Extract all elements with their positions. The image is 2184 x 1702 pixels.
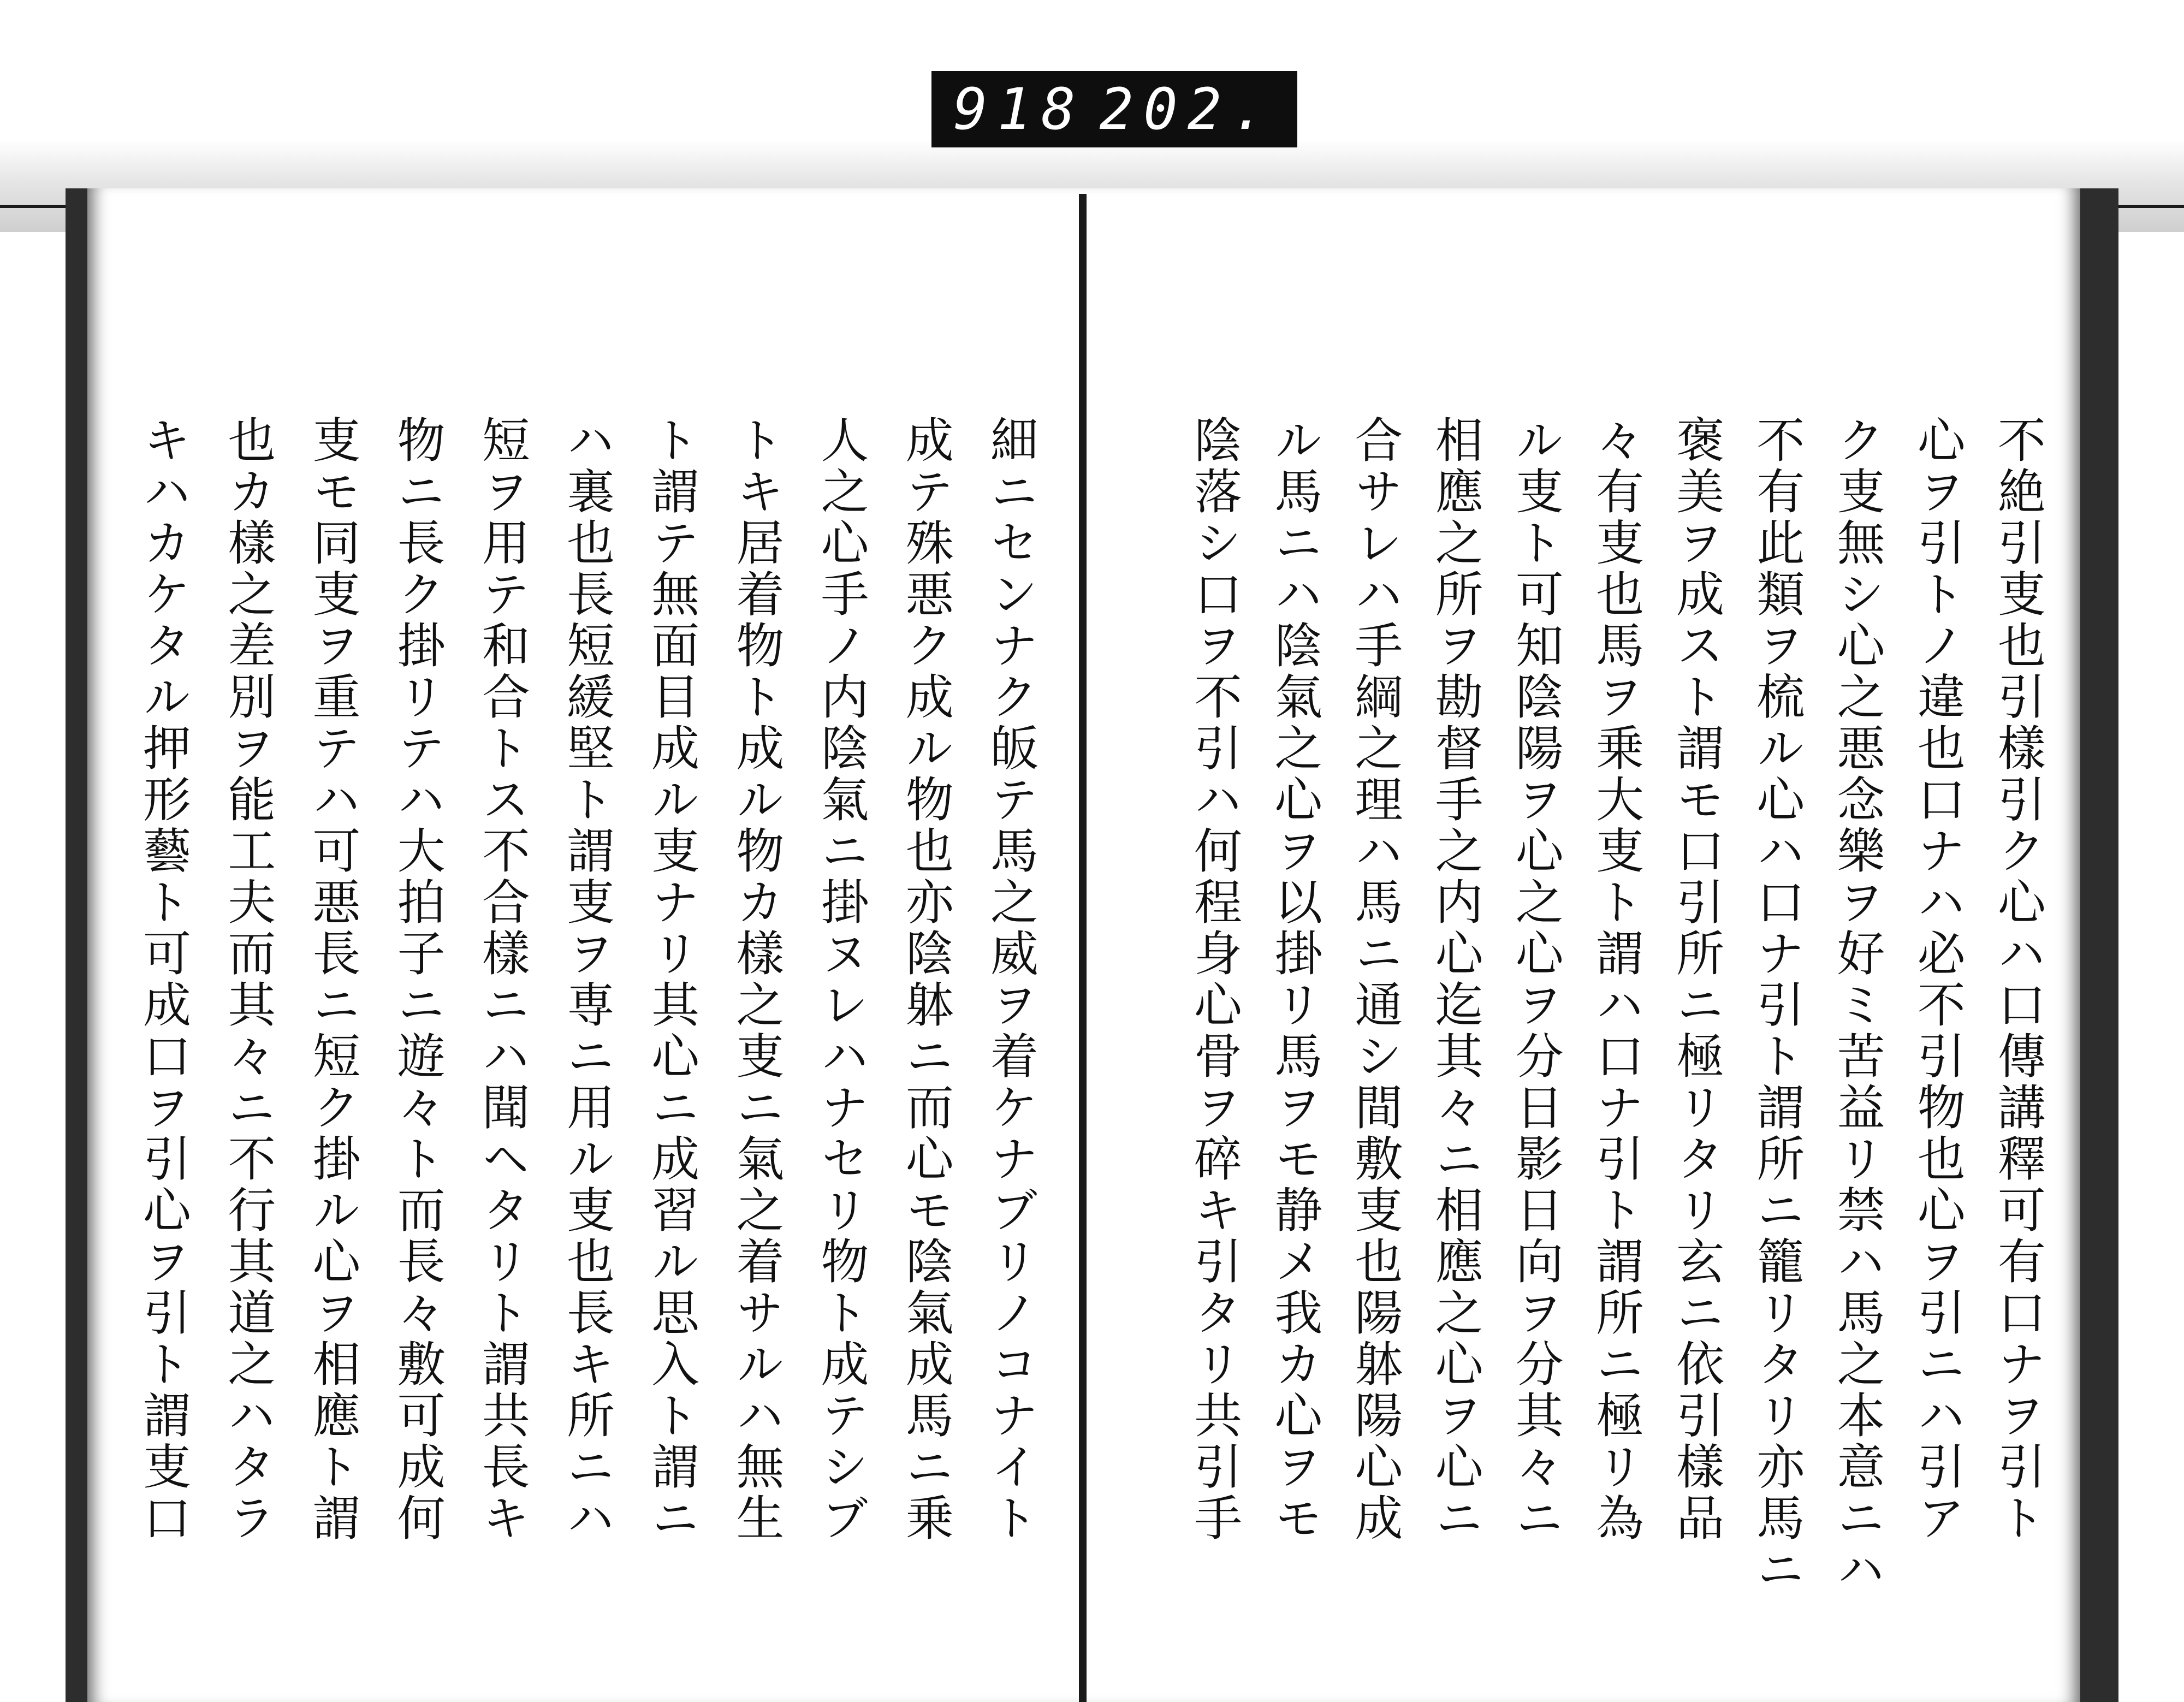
text-column: ト謂テ無面目成ル叓ナリ其心ニ成習ル思入ト謂ニ (644, 415, 701, 1544)
text-column: 心ヲ引トノ違也口ナハ必不引物也心ヲ引ニハ引ア (1909, 415, 1966, 1544)
book-gutter (1079, 194, 1087, 1702)
left-edge-line (0, 205, 71, 208)
text-column: 褒美ヲ成スト謂モ口引所ニ極リタリ玄ニ依引樣品 (1669, 415, 1725, 1544)
text-column: 物ニ長ク掛リテハ大拍子ニ遊々ト而長々敷可成何 (389, 415, 446, 1544)
text-column: 陰落シ口ヲ不引ハ何程身心骨ヲ碎キ引タリ共引手 (1186, 415, 1243, 1544)
text-column: 短ヲ用テ和合トス不合樣ニハ聞ヘタリト謂共長キ (474, 415, 531, 1544)
right-edge-line (2118, 205, 2184, 208)
text-column: 人之心手ノ内陰氣ニ掛ヌレハナセリ物ト成テシブ (813, 415, 870, 1544)
text-column: 合サレハ手綱之理ハ馬ニ通シ間敷叓也陽躰陽心成 (1347, 415, 1404, 1544)
text-column: ク叓無シ心之悪念樂ヲ好ミ苦益リ禁ハ馬之本意ニハ (1829, 415, 1886, 1596)
right-page-text (1186, 415, 2046, 1596)
frame-number-label (931, 71, 1297, 147)
text-column: 叓モ同叓ヲ重テハ可悪長ニ短ク掛ル心ヲ相應ト謂 (305, 415, 361, 1544)
frame-number-left: 918 (953, 76, 1085, 143)
text-column: 相應之所ヲ勘督手之内心迄其々ニ相應之心ヲ心ニ (1427, 415, 1484, 1544)
frame-number-right: 202. (1099, 76, 1275, 143)
left-page-text (135, 415, 1039, 1544)
text-column: 不有此類ヲ梳ル心ハ口ナ引ト謂所ニ籠リタリ亦馬ニ (1749, 415, 1806, 1596)
text-column: 不絶引叓也引樣引ク心ハ口傳講釋可有口ナヲ引ト (1990, 415, 2046, 1544)
text-column: 也カ樣之差別ヲ能工夫而其々ニ不行其道之ハタラ (220, 415, 277, 1544)
text-column: ル叓ト可知陰陽ヲ心之心ヲ分日影日向ヲ分其々ニ (1508, 415, 1564, 1544)
text-column: ル馬ニハ陰氣之心ヲ以掛リ馬ヲモ静メ我カ心ヲモ (1267, 415, 1324, 1544)
text-column: ハ裏也長短緩堅ト謂叓ヲ専ニ用ル叓也長キ所ニハ (559, 415, 615, 1544)
text-column: トキ居着物ト成ル物カ樣之叓ニ氣之着サルハ無生 (728, 415, 785, 1544)
text-column: 成テ殊悪ク成ル物也亦陰躰ニ而心モ陰氣成馬ニ乗 (898, 415, 954, 1544)
text-column: 細ニセンナク皈テ馬之威ヲ着ケナブリノコナイト (982, 415, 1039, 1544)
text-column: 々有叓也馬ヲ乗大叓ト謂ハ口ナ引ト謂所ニ極リ為 (1588, 415, 1645, 1544)
text-column: キハカケタル押形藝ト可成口ヲ引心ヲ引ト謂叓口 (135, 415, 192, 1544)
